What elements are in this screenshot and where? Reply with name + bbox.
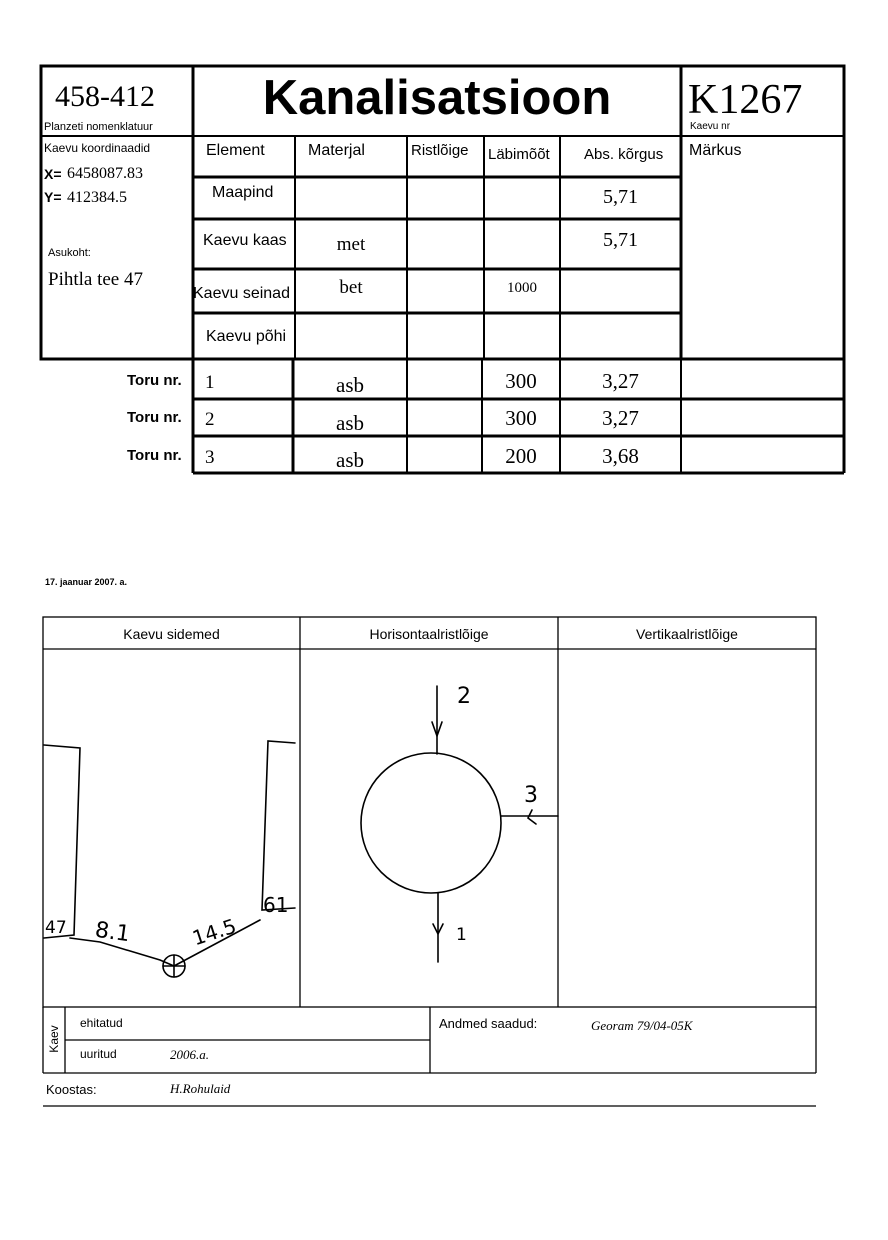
pipe-diameter: 200 xyxy=(505,444,537,468)
sketch-left-distance: 47 xyxy=(45,918,67,938)
y-coordinate: 412384.5 xyxy=(67,189,127,206)
col-section: Ristlõige xyxy=(411,142,469,159)
sketch-distance-b: 14.5 xyxy=(189,913,240,951)
location-label: Asukoht: xyxy=(48,247,91,259)
pipe-1-label: 1 xyxy=(456,925,467,945)
element-diameter: 1000 xyxy=(507,280,537,296)
data-source-value: Georam 79/04-05K xyxy=(591,1018,693,1033)
connections-sketch xyxy=(44,741,295,977)
pipe-3-label: 3 xyxy=(524,783,538,808)
pipe-material: asb xyxy=(336,411,364,435)
panel-connections-title: Kaevu sidemed xyxy=(123,626,220,642)
coordinates-label: Kaevu koordinaadid xyxy=(44,141,151,155)
element-material: bet xyxy=(339,277,363,298)
well-number: K1267 xyxy=(688,77,803,123)
pipe-number: 2 xyxy=(205,409,215,430)
pipe-2-label: 2 xyxy=(457,684,471,709)
kaev-label: Kaev xyxy=(47,1025,61,1053)
document-date: 17. jaanuar 2007. a. xyxy=(45,577,128,587)
well-number-label: Kaevu nr xyxy=(690,121,731,132)
panel-vertical-title: Vertikaalristlõige xyxy=(636,626,738,642)
pipe-material: asb xyxy=(336,373,364,397)
y-label: Y= xyxy=(44,189,62,205)
sketch-distance-a: 8.1 xyxy=(93,917,132,948)
data-source-label: Andmed saadud: xyxy=(439,1016,538,1031)
author-label: Koostas: xyxy=(46,1082,97,1097)
element-material: met xyxy=(336,234,366,255)
col-height: Abs. kõrgus xyxy=(584,146,664,163)
element-name: Kaevu seinad xyxy=(193,285,290,302)
author-value: H.Rohulaid xyxy=(170,1081,231,1096)
element-height: 5,71 xyxy=(603,229,638,251)
surveyed-label: uuritud xyxy=(80,1047,117,1061)
pipe-number: 3 xyxy=(205,447,215,468)
col-element: Element xyxy=(206,142,265,159)
pipe-material: asb xyxy=(336,448,364,472)
x-coordinate: 6458087.83 xyxy=(67,165,143,182)
built-label: ehitatud xyxy=(80,1016,123,1030)
element-name: Maapind xyxy=(212,184,274,201)
col-diameter: Läbimõõt xyxy=(488,146,550,163)
pipe-label: Toru nr. xyxy=(127,447,182,464)
sheet-number-label: Planzeti nomenklatuur xyxy=(44,121,153,133)
pipe-diameter: 300 xyxy=(505,369,537,393)
col-material: Materjal xyxy=(308,142,365,159)
horizontal-sketch xyxy=(361,686,558,962)
location-value: Pihtla tee 47 xyxy=(48,269,143,290)
element-name: Kaevu põhi xyxy=(206,328,287,345)
pipe-height: 3,68 xyxy=(602,444,639,468)
document-title: Kanalisatsioon xyxy=(262,71,612,125)
pipe-number: 1 xyxy=(205,372,215,393)
element-name: Kaevu kaas xyxy=(203,232,287,249)
pipe-height: 3,27 xyxy=(602,406,639,430)
pipe-height: 3,27 xyxy=(602,369,639,393)
sketch-right-distance: 61 xyxy=(263,893,289,917)
col-notes: Märkus xyxy=(689,142,742,159)
element-height: 5,71 xyxy=(603,186,638,208)
pipe-diameter: 300 xyxy=(505,406,537,430)
x-label: X= xyxy=(44,166,62,182)
pipe-label: Toru nr. xyxy=(127,409,182,426)
sheet-number: 458-412 xyxy=(55,80,155,113)
panel-horizontal-title: Horisontaalristlõige xyxy=(369,626,489,642)
surveyed-value: 2006.a. xyxy=(170,1047,209,1062)
pipe-label: Toru nr. xyxy=(127,372,182,389)
